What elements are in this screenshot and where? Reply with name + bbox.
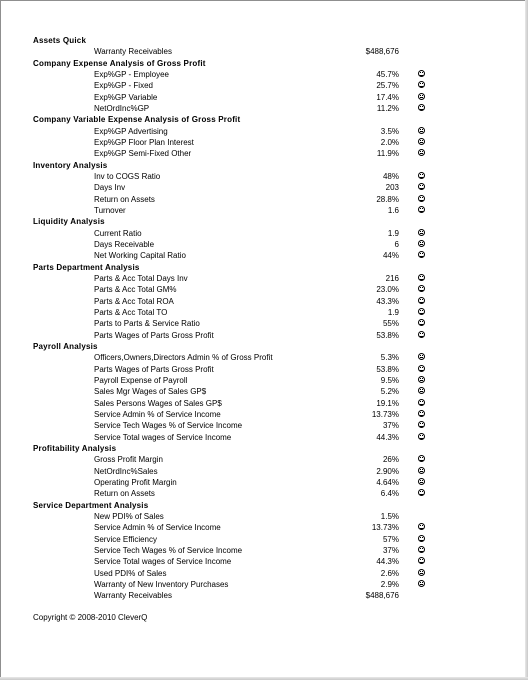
metric-label: Service Tech Wages % of Service Income [94,421,243,431]
metric-row [0,352,528,363]
metric-row [0,432,528,443]
metric-label: Service Admin % of Service Income [94,409,221,419]
metric-label: Service Tech Wages % of Service Income [94,545,243,555]
metric-value: 53.8% [376,364,399,374]
metric-row [0,239,528,250]
metric-value: 3.5% [380,126,399,136]
metric-label: Service Total wages of Service Income [94,557,232,567]
sad-face-icon [418,104,425,111]
metric-label: Service Total wages of Service Income [94,432,232,442]
sad-face-icon [418,455,425,462]
metric-row [0,511,528,522]
metric-row [0,80,528,91]
sad-face-icon [418,557,425,564]
metric-label: Payroll Expense of Payroll [94,375,188,385]
metric-label: Gross Profit Margin [94,455,163,465]
metric-value: 48% [382,171,399,181]
smiley-face-icon [418,127,425,134]
metric-row [0,148,528,159]
metric-value: 44.3% [376,432,399,442]
metric-row [0,364,528,375]
smiley-face-icon [418,569,425,576]
metric-value: 37% [382,421,399,431]
metric-value: 9.5% [380,375,399,385]
metric-row [0,205,528,216]
metric-value: 44% [382,251,399,261]
metric-row [0,454,528,465]
metric-row [0,579,528,590]
sad-face-icon [418,319,425,326]
metric-value: 45.7% [376,69,399,79]
metric-value: 2.9% [380,579,399,589]
metric-label: Exp%GP Variable [94,92,158,102]
metric-label: Current Ratio [94,228,142,238]
sad-face-icon [418,195,425,202]
metric-row [0,318,528,329]
metric-value: 37% [382,545,399,555]
metric-row [0,420,528,431]
smiley-face-icon [418,376,425,383]
metric-value: 6.4% [380,489,399,499]
metric-value: 13.73% [371,523,399,533]
section-heading: Liquidity Analysis [33,217,105,227]
section-heading: Assets Quick [33,36,87,45]
metric-value: 4.64% [376,477,399,487]
metric-value: 2.0% [380,137,399,147]
metric-value: 53.8% [376,330,399,340]
metric-value: 1.9 [387,228,399,238]
sad-face-icon [418,172,425,179]
sad-face-icon [418,523,425,530]
metric-row [0,386,528,397]
metric-row [0,46,528,57]
smiley-face-icon [418,149,425,156]
metric-label: NetOrdInc%Sales [94,466,158,476]
metric-value: $488,676 [365,591,399,601]
metric-label: Exp%GP Floor Plan Interest [94,137,194,147]
metric-value: 216 [385,273,399,283]
metric-value: 55% [382,319,399,329]
metric-label: Operating Profit Margin [94,477,177,487]
sad-face-icon [418,535,425,542]
metric-value: 1.5% [380,511,399,521]
metric-label: Turnover [94,205,126,215]
metric-row [0,103,528,114]
metric-row [0,69,528,80]
metric-label: Parts Wages of Parts Gross Profit [94,364,214,374]
smiley-face-icon [418,229,425,236]
metric-label: Parts & Acc Total TO [94,307,168,317]
smiley-face-icon [418,580,425,587]
smiley-face-icon [418,353,425,360]
metric-value: 19.1% [376,398,399,408]
metric-value: 6 [394,239,399,249]
metric-label: Parts to Parts & Service Ratio [94,319,200,329]
metric-row [0,477,528,488]
metric-value: 26% [382,455,399,465]
metric-label: Parts & Acc Total GM% [94,285,177,295]
metric-value: 5.3% [380,353,399,363]
metric-row [0,296,528,307]
sad-face-icon [418,331,425,338]
metric-value: 11.9% [376,149,399,159]
sad-face-icon [418,251,425,258]
metric-row [0,228,528,239]
metric-value: $488,676 [365,47,399,57]
metric-label: Service Efficiency [94,534,157,544]
sad-face-icon [418,546,425,553]
metric-label: Inv to COGS Ratio [94,171,161,181]
metric-label: Parts Wages of Parts Gross Profit [94,330,214,340]
metric-row [0,556,528,567]
metric-row [0,307,528,318]
metric-value: 25.7% [376,81,399,91]
metric-label: New PDI% of Sales [94,511,164,521]
metric-label: Net Working Capital Ratio [94,251,186,261]
sad-face-icon [418,365,425,372]
sad-face-icon [418,274,425,281]
smiley-face-icon [418,240,425,247]
smiley-face-icon [418,478,425,485]
metric-row [0,330,528,341]
metric-row [0,92,528,103]
metric-label: Return on Assets [94,194,155,204]
sad-face-icon [418,70,425,77]
section-heading: Inventory Analysis [33,160,108,170]
sad-face-icon [418,81,425,88]
metric-label: Sales Persons Wages of Sales GP$ [94,398,222,408]
metric-value: 57% [382,534,399,544]
metric-row [0,182,528,193]
sad-face-icon [418,489,425,496]
metric-value: 28.8% [376,194,399,204]
metric-value: 203 [385,183,399,193]
metric-row [0,488,528,499]
metric-value: 13.73% [371,409,399,419]
metric-value: 5.2% [380,387,399,397]
metric-label: Exp%GP - Employee [94,69,169,79]
metric-label: Exp%GP Semi-Fixed Other [94,149,192,159]
sad-face-icon [418,183,425,190]
sad-face-icon [418,421,425,428]
metric-value: 43.3% [376,296,399,306]
metric-row [0,466,528,477]
smiley-face-icon [418,387,425,394]
section-heading: Payroll Analysis [33,341,98,351]
sad-face-icon [418,206,425,213]
sad-face-icon [418,399,425,406]
metric-row [0,534,528,545]
metric-label: Exp%GP - Fixed [94,81,153,91]
section-heading: Service Department Analysis [33,500,149,510]
metric-row [0,568,528,579]
metric-row [0,137,528,148]
metric-row [0,398,528,409]
metric-label: Warranty Receivables [94,591,172,601]
sad-face-icon [418,285,425,292]
metric-value: 1.6 [387,205,399,215]
metric-label: Return on Assets [94,489,155,499]
metric-row [0,126,528,137]
metric-row [0,194,528,205]
section-heading: Company Expense Analysis of Gross Profit [33,58,206,68]
metric-value: 2.6% [380,568,399,578]
metric-value: 11.2% [376,103,399,113]
metric-label: Parts & Acc Total ROA [94,296,174,306]
metric-row [0,250,528,261]
section-heading: Profitability Analysis [33,443,117,453]
metric-label: Service Admin % of Service Income [94,523,221,533]
metric-row [0,522,528,533]
metric-label: Warranty Receivables [94,47,172,57]
metric-row [0,590,528,601]
metric-label: Used PDI% of Sales [94,568,167,578]
metric-row [0,284,528,295]
metric-label: Exp%GP Advertising [94,126,168,136]
metric-value: 44.3% [376,557,399,567]
section-heading: Parts Department Analysis [33,262,140,272]
metric-label: Sales Mgr Wages of Sales GP$ [94,387,207,397]
metric-row [0,375,528,386]
smiley-face-icon [418,138,425,145]
smiley-face-icon [418,467,425,474]
metric-value: 17.4% [376,92,399,102]
metric-value: 2.90% [376,466,399,476]
sad-face-icon [418,410,425,417]
smiley-face-icon [418,93,425,100]
metric-label: Officers,Owners,Directors Admin % of Gross Profit [94,353,273,363]
metric-value: 1.9 [387,307,399,317]
sad-face-icon [418,297,425,304]
section-heading: Company Variable Expense Analysis of Gross Profit [33,115,241,125]
metric-row [0,545,528,556]
copyright-footer: Copyright © 2008-2010 CleverQ [33,613,148,622]
metric-row [0,171,528,182]
metric-row [0,409,528,420]
metric-label: NetOrdInc%GP [94,103,150,113]
metric-value: 23.0% [376,285,399,295]
metric-label: Parts & Acc Total Days Inv [94,273,188,283]
metric-label: Days Inv [94,183,126,193]
sad-face-icon [418,308,425,315]
metric-label: Warranty of New Inventory Purchases [94,579,229,589]
metric-row [0,273,528,284]
sad-face-icon [418,433,425,440]
metric-label: Days Receivable [94,239,155,249]
